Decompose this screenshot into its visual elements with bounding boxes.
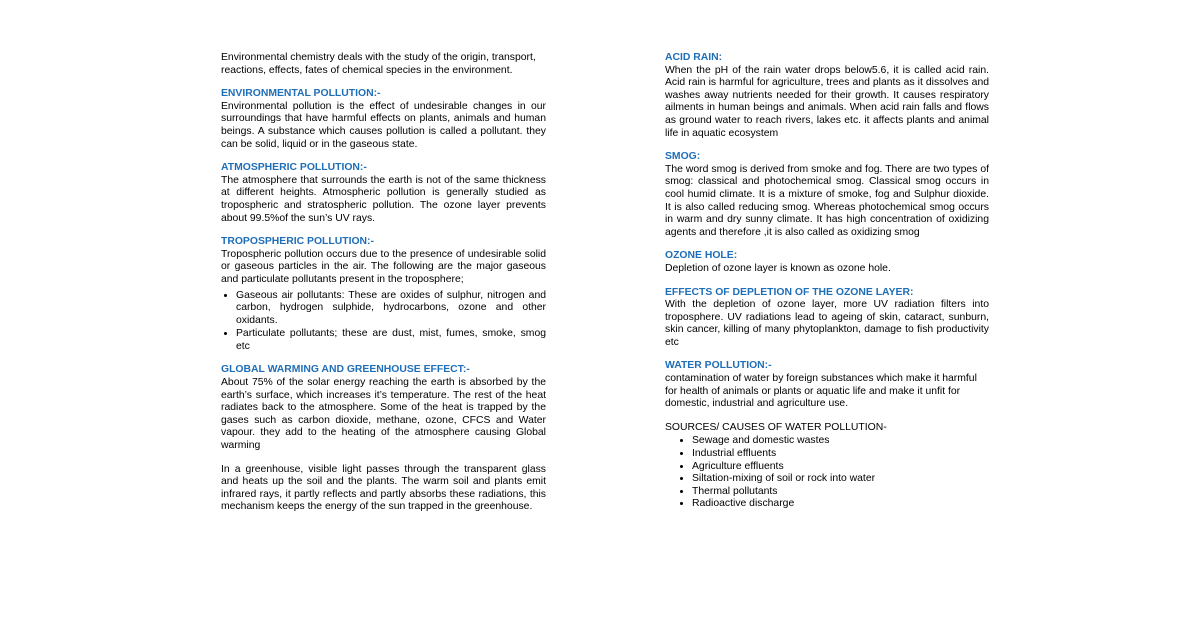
acid-rain-heading: ACID RAIN: [665,52,723,63]
ozone-depletion-effects-heading: EFFECTS OF DEPLETION OF THE OZONE LAYER: [665,286,914,298]
atmospheric-pollution-heading: ATMOSPHERIC POLLUTION:- [221,162,367,174]
environmental-pollution-text: Environmental pollution is the effect of undesirable changes in our surroundings that have harmful effects on plants, animals and human beings. A substance which causes pollution is called a pollutant. they can be solid, liquid or in the gaseous state. [221,100,546,150]
water-pollution-text: contamination of water by foreign substances which make it harmful for health of animals or plants or aquatic life and make it unfit for domestic, industrial and agriculture use. [665,373,977,410]
left-column [221,52,546,525]
acid-rain-text: When the pH of the rain water drops below5.6, it is called acid rain. Acid rain is harmful for agriculture, trees and plants as it dissolves and washes away nutrients needed for their growth. It causes respiratory ailments in human beings and animals. When acid rain falls and flows as ground water to reach rivers, lakes etc. it affects plants and animal life in aquatic ecosystem [665,64,989,139]
tropospheric-pollution-section [221,236,546,353]
intro-text: Environmental chemistry deals with the study of the origin, transport, reactions, effects, fates of chemical species in the environment. [221,52,536,76]
smog-text: The word smog is derived from smoke and fog. There are two types of smog: classical and photochemical smog. Classical smog occurs in cool humid climate. It is a mixture of smoke, fog and Sulphur dioxide. It is also called reducing smog. Whereas photochemical smog occurs in warm and dry sunny climate. It has high concentration of oxidizing agents and therefore ,it is also called as oxidizing smog [665,163,989,238]
water-pollution-sources-list [665,435,989,511]
tropospheric-pollution-heading: TROPOSPHERIC POLLUTION:- [221,236,374,248]
ozone-hole-heading: OZONE HOLE: [665,250,738,262]
list-item: • Industrial effluents [692,448,989,461]
greenhouse-text: In a greenhouse, visible light passes through the transparent glass and heats up the soil and the plants. The warm soil and plants emit infrared rays, it partly reflects and partly absorbs these radiations, this mechanism keeps the energy of the sun trapped in the greenhouse. [221,463,546,513]
right-column [665,52,989,522]
water-pollution-sources-title: SOURCES/ CAUSES OF WATER POLLUTION- [665,421,887,433]
tropospheric-pollutant-list [221,290,546,354]
ozone-hole-text: Depletion of ozone layer is known as ozone hole. [665,262,891,274]
environmental-pollution-heading: ENVIRONMENTAL POLLUTION:- [221,88,381,100]
ozone-depletion-effects-section [665,287,989,350]
list-item: • Particulate pollutants; these are dust, mist, fumes, smoke, smog etc [236,328,546,353]
smog-heading: SMOG: [665,151,701,163]
atmospheric-pollution-text: The atmosphere that surrounds the earth is not of the same thickness at different heights. Atmospheric pollution is generally studied as tropospheric and stratospheric pollution. The ozone layer prevents about 99.5%of the sun’s UV rays. [221,174,546,224]
tropospheric-pollution-text: Tropospheric pollution occurs due to the presence of undesirable solid or gaseous particles in the air. The following are the major gaseous and particulate pollutants present in the troposphere; [221,248,546,285]
global-warming-text: About 75% of the solar energy reaching the earth is absorbed by the earth’s surface, which increases it’s temperature. The rest of the heat radiates back to the atmosphere. Some of the heat is trapped by the gases such as carbon dioxide, methane, ozone, CFCS and Water vapour. they add to the heating of the atmosphere causing Global warming [221,377,546,452]
global-warming-heading: GLOBAL WARMING AND GREENHOUSE EFFECT:- [221,364,470,376]
acid-rain-section [665,52,989,140]
list-item: • Gaseous air pollutants: These are oxides of sulphur, nitrogen and carbon, hydrogen sulphide, hydrocarbons, ozone and other oxidants. [236,290,546,328]
ozone-hole-section [665,250,989,275]
list-item: • Radioactive discharge [692,498,989,511]
intro-section [221,52,546,77]
list-item: • Thermal pollutants [692,486,989,499]
water-pollution-section [665,360,989,511]
list-item: • Siltation-mixing of soil or rock into water [692,473,989,486]
list-item: • Sewage and domestic wastes [692,435,989,448]
environmental-pollution-section [221,88,546,151]
list-item: • Agriculture effluents [692,461,989,474]
global-warming-section [221,364,546,514]
atmospheric-pollution-section [221,162,546,225]
ozone-depletion-effects-text: With the depletion of ozone layer, more UV radiation filters into troposphere. UV radiations lead to ageing of skin, cataract, sunburn, skin cancer, killing of many phytoplankton, damage to fish productivity etc [665,299,989,348]
water-pollution-heading: WATER POLLUTION:- [665,360,772,372]
smog-section [665,151,989,239]
